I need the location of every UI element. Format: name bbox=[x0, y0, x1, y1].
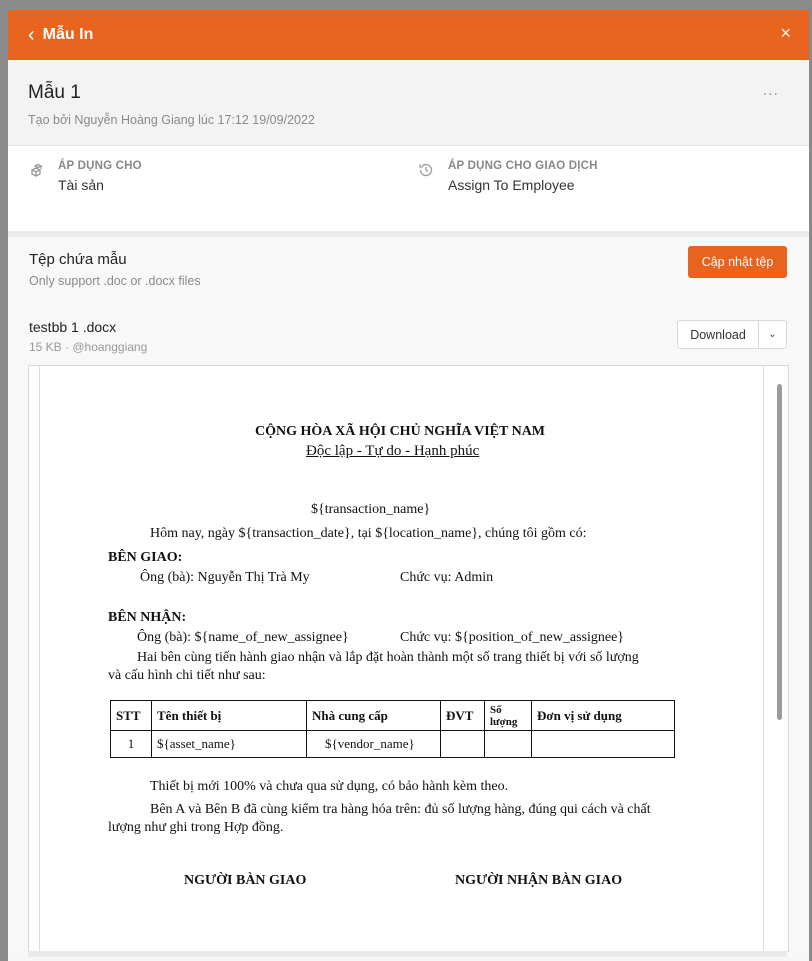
template-header bbox=[8, 60, 809, 146]
doc-para1-line2: và cấu hình chi tiết như sau: bbox=[108, 668, 266, 683]
apply-for-label: ÁP DỤNG CHO bbox=[58, 160, 142, 172]
more-options-icon[interactable]: ... bbox=[762, 82, 779, 99]
template-created-meta: Tạo bởi Nguyễn Hoàng Giang lúc 17:12 19/09/2022 bbox=[28, 113, 315, 127]
update-file-button[interactable]: Cập nhật tệp bbox=[688, 246, 787, 278]
modal-header bbox=[8, 10, 809, 60]
table-header-cell: Số lượng bbox=[485, 701, 532, 731]
boxes-icon bbox=[28, 162, 44, 178]
download-split-button bbox=[677, 320, 787, 349]
equipment-table bbox=[110, 700, 675, 758]
table-cell: ${vendor_name} bbox=[307, 731, 441, 758]
document-preview[interactable] bbox=[28, 365, 789, 952]
doc-giao-position: Chức vụ: Admin bbox=[400, 570, 494, 585]
preview-bottom-edge bbox=[28, 951, 787, 957]
table-cell bbox=[532, 731, 675, 758]
doc-sign-left: NGƯỜI BÀN GIAO bbox=[184, 873, 307, 888]
doc-sign-right: NGƯỜI NHẬN BÀN GIAO bbox=[455, 873, 623, 888]
doc-para1-line1: Hai bên cùng tiến hành giao nhận và lắp đặt hoàn thành một số trang thiết bị với số lượng bbox=[137, 650, 639, 665]
page-edge-right bbox=[763, 366, 764, 951]
file-meta: 15 KB · @hoanggiang bbox=[29, 340, 148, 354]
doc-ben-giao: BÊN GIAO: bbox=[108, 550, 183, 565]
doc-heading-1: CỘNG HÒA XÃ HỘI CHỦ NGHĨA VIỆT NAM bbox=[255, 424, 546, 439]
back-chevron-icon[interactable]: ‹ bbox=[28, 24, 35, 46]
doc-intro: Hôm nay, ngày ${transaction_date}, tại ${location_name}, chúng tôi gồm có: bbox=[150, 526, 587, 541]
table-cell bbox=[441, 731, 485, 758]
modal-title: Mẫu In bbox=[42, 26, 94, 43]
doc-para3-line1: Bên A và Bên B đã cùng kiểm tra hàng hóa trên: đủ số lượng hàng, đúng qui cách và chất bbox=[150, 802, 651, 817]
apply-for bbox=[28, 160, 142, 193]
file-section-title: Tệp chứa mẫu bbox=[29, 251, 127, 268]
doc-heading-2: Độc lập - Tự do - Hạnh phúc bbox=[306, 443, 480, 459]
doc-para2: Thiết bị mới 100% và chưa qua sử dụng, có bảo hành kèm theo. bbox=[150, 779, 509, 794]
doc-nhan-position: Chức vụ: ${position_of_new_assignee} bbox=[400, 630, 624, 645]
doc-ben-nhan: BÊN NHẬN: bbox=[108, 610, 187, 625]
doc-giao-person: Ông (bà): Nguyễn Thị Trà My bbox=[140, 570, 310, 585]
chevron-down-icon[interactable]: ⌄ bbox=[768, 329, 777, 340]
table-cell: ${asset_name} bbox=[152, 731, 307, 758]
print-template-modal bbox=[8, 10, 809, 961]
apply-transaction-label: ÁP DỤNG CHO GIAO DỊCH bbox=[448, 160, 598, 172]
file-name[interactable]: testbb 1 .docx bbox=[29, 319, 117, 335]
apply-section bbox=[8, 146, 809, 231]
download-button[interactable]: Download bbox=[678, 321, 759, 348]
doc-transaction-name: ${transaction_name} bbox=[311, 502, 431, 517]
close-icon[interactable]: × bbox=[780, 23, 791, 43]
apply-transaction bbox=[418, 160, 598, 193]
table-cell: 1 bbox=[111, 731, 152, 758]
table-header-cell: Đơn vị sử dụng bbox=[532, 701, 675, 731]
apply-for-value: Tài sản bbox=[58, 177, 104, 193]
table-header-cell: ĐVT bbox=[441, 701, 485, 731]
table-header-cell: Tên thiết bị bbox=[152, 701, 307, 731]
preview-scrollbar-thumb[interactable] bbox=[777, 384, 782, 720]
doc-para3-line2: lượng như ghi trong Hợp đồng. bbox=[108, 820, 284, 835]
template-name: Mẫu 1 bbox=[28, 82, 81, 103]
file-section-subtitle: Only support .doc or .docx files bbox=[29, 274, 201, 288]
table-row bbox=[111, 731, 675, 758]
doc-nhan-person: Ông (bà): ${name_of_new_assignee} bbox=[137, 630, 349, 645]
page-edge-left bbox=[39, 366, 40, 951]
apply-transaction-value: Assign To Employee bbox=[448, 177, 575, 193]
history-icon bbox=[418, 162, 434, 178]
table-header-cell: STT bbox=[111, 701, 152, 731]
table-header-cell: Nhà cung cấp bbox=[307, 701, 441, 731]
template-file-section bbox=[8, 237, 809, 957]
table-cell bbox=[485, 731, 532, 758]
